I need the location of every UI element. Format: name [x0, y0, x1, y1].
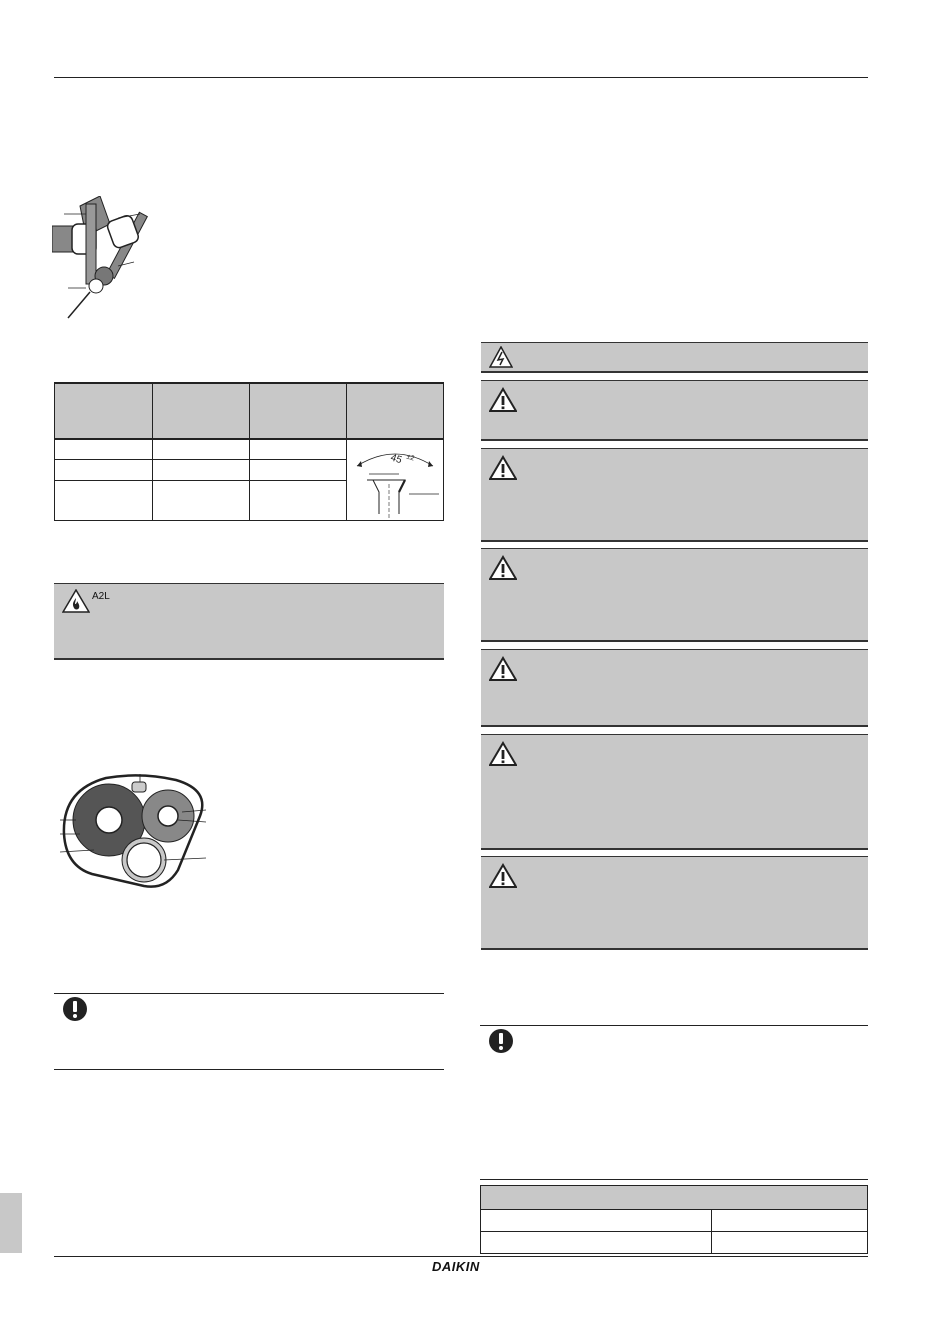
warning-icon [489, 863, 517, 889]
table-row [481, 1210, 868, 1232]
header-rule [54, 77, 868, 78]
notice-rule-top [54, 993, 444, 994]
table-header-cell [481, 1186, 868, 1210]
table-cell [249, 481, 346, 521]
table-header-cell [347, 383, 444, 439]
pipe-insulation-diagram [60, 774, 210, 890]
table-header-row [481, 1186, 868, 1210]
warning-box [481, 649, 868, 727]
warning-box [481, 856, 868, 950]
wrench-torque-illustration [52, 196, 162, 324]
flare-torque-table [54, 382, 444, 521]
warning-icon [489, 455, 517, 481]
side-language-tab [0, 1193, 22, 1253]
table-header-cell [152, 383, 249, 439]
warning-box [481, 448, 868, 542]
flammable-icon [62, 589, 90, 613]
flammable-class-label: A2L [92, 591, 110, 602]
warning-icon [489, 387, 517, 413]
flare-diagram-cell [347, 439, 444, 521]
table-cell [249, 439, 346, 460]
daikin-logo: DAIKIN [432, 1259, 480, 1274]
table-row [55, 439, 444, 460]
warning-box [481, 548, 868, 642]
notice-icon [488, 1028, 514, 1054]
notice-rule-bottom [480, 1179, 868, 1180]
table-header-cell [249, 383, 346, 439]
flammable-refrigerant-box [54, 583, 444, 660]
table-cell [712, 1210, 868, 1232]
table-header-row [55, 383, 444, 439]
table-header-cell [55, 383, 153, 439]
warning-icon [489, 741, 517, 767]
table-cell [712, 1232, 868, 1254]
specification-table [480, 1185, 868, 1254]
flare-angle-label: 45 [389, 452, 404, 467]
electrical-hazard-box [481, 342, 868, 373]
footer-rule [54, 1256, 868, 1257]
table-cell [249, 460, 346, 481]
table-cell [481, 1210, 712, 1232]
warning-box [481, 380, 868, 441]
table-cell [55, 460, 153, 481]
table-cell [152, 481, 249, 521]
table-cell [55, 439, 153, 460]
table-cell [152, 439, 249, 460]
table-row [481, 1232, 868, 1254]
warning-icon [489, 656, 517, 682]
warning-box [481, 734, 868, 850]
notice-rule-bottom [54, 1069, 444, 1070]
table-cell [481, 1232, 712, 1254]
table-cell [55, 481, 153, 521]
flare-angle-tolerance: ±2 [405, 453, 416, 463]
electrical-hazard-icon [489, 346, 513, 368]
notice-rule-top [480, 1025, 868, 1026]
flare-angle-diagram [347, 440, 443, 520]
warning-icon [489, 555, 517, 581]
table-cell [152, 460, 249, 481]
notice-icon [62, 996, 88, 1022]
